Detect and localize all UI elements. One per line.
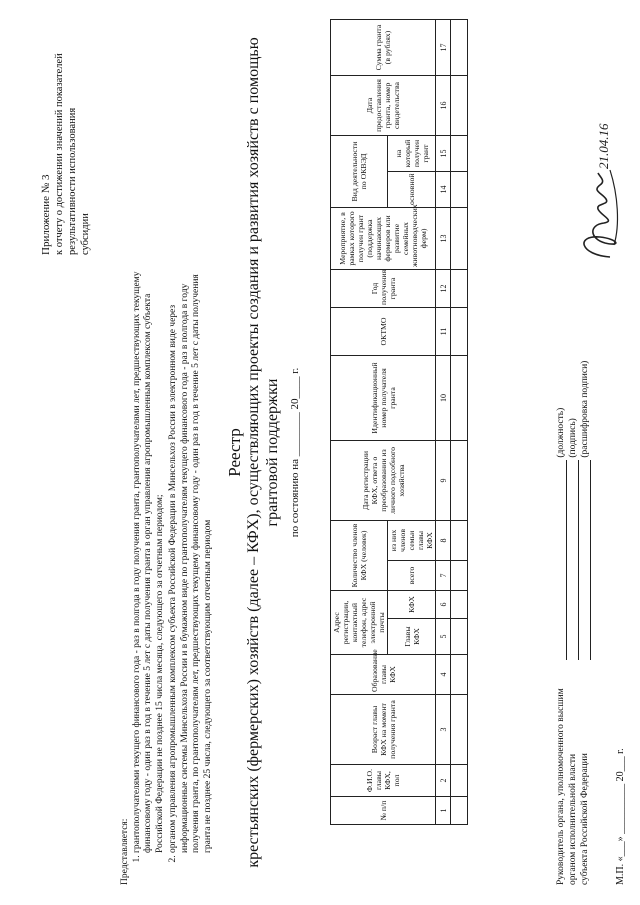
appendix-line: результативности использования — [67, 107, 78, 255]
intro-label: Представляется: — [120, 818, 130, 885]
register-title: Реестр — [225, 428, 244, 477]
header-address: Адрес регистрации, контактный телефон, адрес электронной почты — [331, 591, 388, 655]
signer-line: субъекта Российской Федерации — [580, 753, 590, 885]
header-okved-grant: на который получен грант — [388, 135, 436, 171]
caption-decoding: (расшифровка подписи) — [580, 360, 590, 458]
column-number: 9 — [436, 440, 451, 520]
column-number: 4 — [436, 655, 451, 695]
header-oktmo: ОКТМО — [331, 307, 436, 355]
column-number: 3 — [436, 695, 451, 765]
caption-position: (должность) — [556, 407, 566, 458]
header-age: Возраст главы КФХ на момент получения гранта — [331, 695, 436, 765]
signer-line: органом исполнительной власти — [568, 753, 578, 885]
register-subtitle: крестьянских (фермерских) хозяйств (далее – КФХ), осуществляющих проекты создания и развития хозяйств с помощью грантовой поддержки — [245, 37, 281, 868]
column-number: 11 — [436, 307, 451, 355]
column-number: 10 — [436, 355, 451, 440]
handwritten-date: 21.04.16 — [596, 123, 611, 169]
column-number: 14 — [436, 171, 451, 207]
column-number: 1 — [436, 797, 451, 825]
header-measure: Мероприятие, в рамках которого получен грант (поддержка начинающих фермеров или развитие семейных животноводческих ферм) — [331, 207, 436, 269]
header-addr-head: Главы КФХ — [388, 619, 436, 655]
intro-block — [120, 255, 216, 885]
column-number: 5 — [436, 619, 451, 655]
register-table — [330, 19, 468, 825]
header-okved: Вид деятельности по ОКВЭД — [331, 135, 388, 207]
header-num: № п/п — [331, 797, 436, 825]
header-inn: Идентификационный номер получателя гранта — [331, 355, 436, 440]
header-reg-date: Дата регистрации КФХ, ответа о преобразовании из личного подсобного хозяйства — [331, 440, 436, 520]
appendix-line: к отчету о достижении значений показателей — [54, 53, 65, 255]
appendix-title: Приложение № 3 — [40, 174, 52, 255]
header-education: Образование главы КФХ — [331, 655, 436, 695]
header-okved-main: основной — [388, 171, 436, 207]
stamp-date-line: М.П. «___» __________ 20___ г. — [615, 748, 626, 885]
header-grant-date: Дата предоставления гранта, номер свидетельства — [331, 75, 436, 135]
header-members: Количество членов КФХ (человек) — [331, 520, 388, 590]
as-of-date: по состоянию на ________ 20____ г. — [289, 367, 301, 538]
handwritten-signature — [570, 115, 630, 265]
header-members-family: из них членов семьи главы КФХ — [388, 520, 436, 560]
table-row — [451, 19, 468, 824]
column-number: 12 — [436, 269, 451, 307]
header-sum: Сумма гранта (в рублях) — [331, 19, 436, 75]
column-number: 15 — [436, 135, 451, 171]
appendix-block — [40, 15, 92, 255]
header-year: Год получения гранта — [331, 269, 436, 307]
column-number: 6 — [436, 591, 451, 619]
signer-line: Руководитель органа, уполномоченного высшим — [556, 688, 566, 885]
header-addr-kfh: КФХ — [388, 591, 436, 619]
column-number: 13 — [436, 207, 451, 269]
header-members-total: всего — [388, 561, 436, 591]
column-number: 7 — [436, 561, 451, 591]
register-heading — [225, 20, 305, 885]
column-number: 8 — [436, 520, 451, 560]
column-number: 16 — [436, 75, 451, 135]
column-number: 17 — [436, 19, 451, 75]
column-number: 2 — [436, 765, 451, 797]
header-fio: Ф.И.О. главы КФХ, пол — [331, 765, 436, 797]
caption-signature: (подпись) — [568, 418, 578, 458]
signature-block — [555, 245, 591, 885]
intro-item: 1. грантополучателями текущего финансового года - раз в полгода в году получения гранта, грантополучателями лет, предшествующих текущему финансовому году - один раз в год в течение 5 лет с даты получения гранта в орган управления агропромышленным комплексом субъекта Российской Федерации не позднее 15 числа месяца, следующего за отчетным периодом; — [132, 255, 167, 853]
intro-item: 2. органом управления агропромышленным комплексом субъекта Российской Федерации в Минсельхоз России в электронном виде через информационные системы Минсельхоза России и в бумажном виде по грантополучателям текущего финансового года - раз в полгода в году получения гранта, по грантополучателям лет, предшествующих текущему финансовому году - один раз в год в течение 5 лет с даты получения гранта не позднее 25 числа, следующего за соответствующим отчетным периодом — [168, 255, 214, 853]
appendix-line: субсидии — [80, 213, 91, 255]
column-number-row — [436, 19, 451, 824]
